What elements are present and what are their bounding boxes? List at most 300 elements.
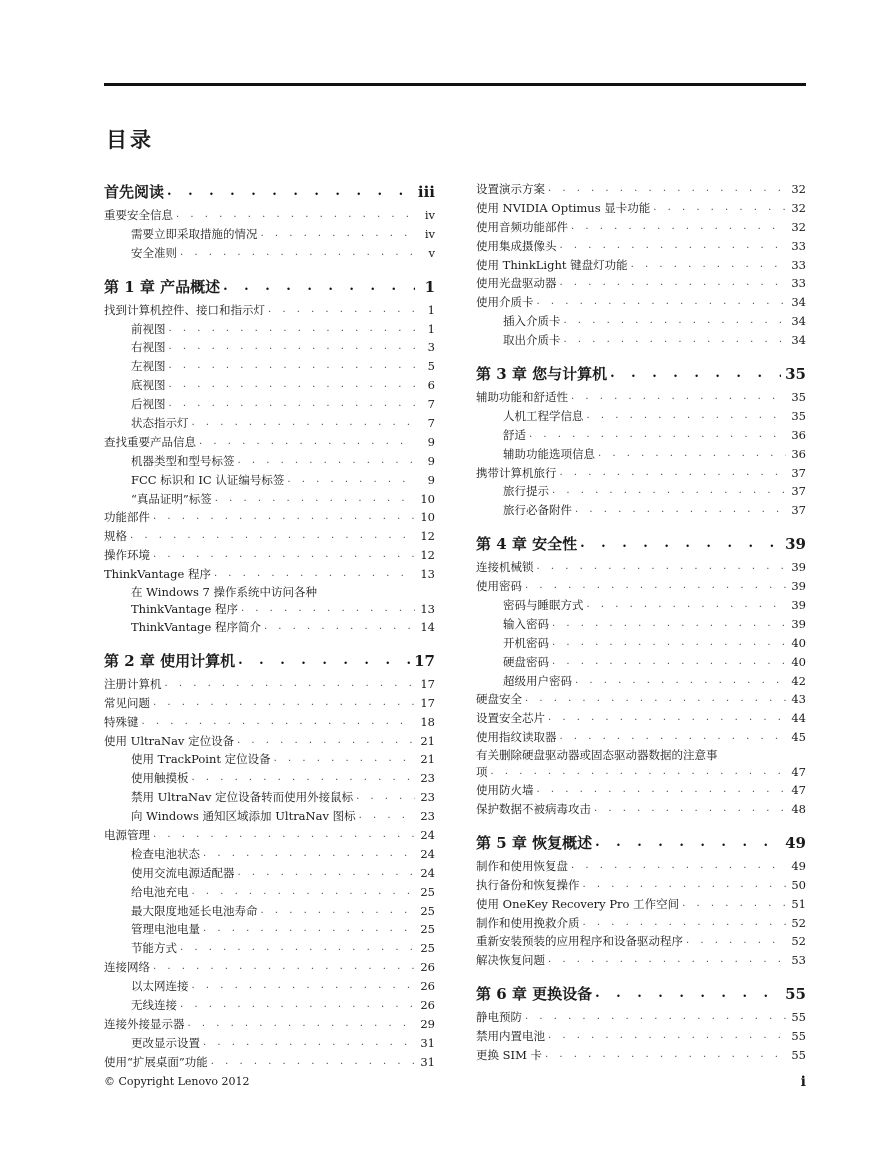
toc-entry-title: 找到计算机控件、接口和指示灯	[104, 302, 265, 317]
toc-entry[interactable]	[476, 596, 806, 615]
toc-entry-page: 12	[420, 529, 435, 544]
dot-leader	[265, 301, 415, 320]
toc-entry-page: iv	[424, 207, 435, 222]
toc-entry-page: 42	[791, 673, 806, 688]
toc-entry[interactable]	[104, 769, 435, 788]
toc-chapter-heading[interactable]	[104, 180, 435, 204]
toc-entry[interactable]	[476, 199, 806, 218]
dot-leader	[173, 206, 415, 225]
toc-entry-title: 使用 NVIDIA Optimus 显卡功能	[476, 200, 651, 215]
toc-entry[interactable]	[476, 407, 806, 426]
toc-entry-page: 9	[427, 472, 435, 487]
dot-leader	[200, 921, 415, 940]
toc-entry[interactable]	[476, 482, 806, 501]
toc-entry-title: 最大限度地延长电池寿命	[131, 903, 258, 918]
toc-entry-title: 使用密码	[476, 579, 522, 594]
dot-leader	[595, 445, 786, 464]
toc-chapter-heading[interactable]	[104, 649, 435, 673]
dot-leader	[235, 649, 410, 673]
toc-entry-page: 55	[785, 985, 806, 1004]
toc-entry-title: 制作和使用挽救介质	[476, 915, 580, 930]
toc-entry-page: 26	[420, 998, 435, 1013]
toc-entry[interactable]	[476, 914, 806, 933]
toc-entry-title: 制作和使用恢复盘	[476, 858, 568, 873]
toc-entry-title: 取出介质卡	[503, 333, 561, 348]
toc-chapter-heading[interactable]	[476, 362, 806, 386]
toc-entry-page: 13	[420, 602, 435, 617]
toc-entry[interactable]	[104, 320, 435, 339]
dot-leader	[542, 1046, 786, 1065]
toc-entry-title: 第 2 章 使用计算机	[104, 651, 236, 670]
toc-entry-title: 管理电池电量	[131, 922, 200, 937]
toc-entry[interactable]	[476, 558, 806, 577]
toc-entry-page: 40	[791, 635, 806, 650]
dot-leader	[150, 694, 415, 713]
toc-entry-title: 使用 OneKey Recovery Pro 工作空间	[476, 896, 680, 911]
toc-entry-page: 43	[791, 692, 806, 707]
toc-entry-page: 39	[785, 535, 806, 554]
toc-entry[interactable]	[476, 1027, 806, 1046]
toc-entry[interactable]	[104, 584, 435, 618]
toc-entry[interactable]	[104, 244, 435, 263]
dot-leader	[557, 728, 787, 747]
dot-leader	[150, 826, 415, 845]
toc-entry-page: 1	[427, 321, 435, 336]
toc-entry-page: 45	[791, 730, 806, 745]
toc-chapter-heading[interactable]	[476, 982, 806, 1006]
dot-leader	[139, 713, 416, 732]
dot-leader	[650, 199, 786, 218]
toc-entry-page: 1	[427, 302, 435, 317]
toc-entry[interactable]	[476, 426, 806, 445]
toc-entry-title: 有关删除硬盘驱动器或固态驱动器数据的注意事	[476, 748, 718, 763]
toc-entry[interactable]	[104, 508, 435, 527]
toc-entry[interactable]	[476, 1046, 806, 1065]
toc-entry[interactable]	[476, 293, 806, 312]
toc-entry-page: 12	[420, 548, 435, 563]
toc-entry-page: 52	[791, 915, 806, 930]
toc-entry-title: 第 5 章 恢复概述	[476, 833, 593, 852]
toc-entry[interactable]	[104, 1034, 435, 1053]
dot-leader	[261, 618, 415, 637]
toc-entry[interactable]	[476, 445, 806, 464]
toc-entry-page: 25	[420, 922, 435, 937]
toc-entry[interactable]	[476, 747, 806, 781]
toc-entry-title: 使用交流电源适配器	[131, 865, 235, 880]
toc-entry-page: 10	[420, 491, 435, 506]
toc-entry[interactable]	[476, 237, 806, 256]
toc-entry-page: 37	[791, 503, 806, 518]
toc-entry-title: 使用光盘驱动器	[476, 276, 557, 291]
toc-entry-page: 18	[420, 714, 435, 729]
toc-entry-title: 辅助功能和舒适性	[476, 390, 568, 404]
toc-entry[interactable]	[104, 788, 435, 807]
toc-entry-title: 左视图	[131, 359, 166, 374]
toc-entry-page: 9	[427, 434, 435, 449]
toc-entry-page: 33	[791, 257, 806, 272]
toc-entry-title: 机器类型和型号标签	[131, 453, 235, 468]
toc-entry-page: 51	[791, 896, 806, 911]
toc-entry-title: 特殊键	[104, 714, 139, 729]
toc-entry[interactable]	[476, 933, 806, 952]
toc-entry-title: 执行备份和恢复操作	[476, 877, 580, 892]
toc-entry-page: 7	[427, 416, 435, 430]
toc-entry-title: 使用“扩展桌面”功能	[104, 1054, 208, 1069]
dot-leader	[568, 388, 786, 407]
toc-entry[interactable]	[104, 206, 435, 225]
toc-entry[interactable]	[476, 800, 806, 819]
dot-leader	[584, 596, 787, 615]
toc-entry-page: 33	[791, 238, 806, 253]
dot-leader	[568, 218, 786, 237]
toc-entry-title: 更改显示设置	[131, 1035, 200, 1050]
dot-leader	[584, 407, 787, 426]
dot-leader	[238, 600, 415, 618]
toc-entry-page: 23	[420, 790, 435, 805]
dot-leader	[220, 275, 415, 299]
dot-leader	[522, 1008, 786, 1027]
toc-entry-page: 34	[791, 333, 806, 348]
toc-entry[interactable]	[476, 728, 806, 747]
toc-entry-page: 35	[791, 408, 806, 423]
toc-entry[interactable]	[476, 388, 806, 407]
dot-leader	[683, 933, 786, 952]
dot-leader	[127, 527, 415, 546]
dot-leader	[189, 414, 416, 433]
page-title: 目录	[106, 127, 154, 152]
dot-leader	[545, 180, 786, 199]
toc-entry[interactable]	[476, 615, 806, 634]
toc-entry-page: 35	[791, 390, 806, 404]
toc-entry-title: 插入介质卡	[503, 314, 561, 329]
toc-entry[interactable]	[104, 527, 435, 546]
toc-entry[interactable]	[104, 921, 435, 940]
toc-entry-page: 23	[420, 809, 435, 824]
toc-entry-title: 第 1 章 产品概述	[104, 277, 221, 296]
dot-leader	[189, 977, 416, 996]
dot-leader	[522, 690, 786, 709]
toc-entry-title: 禁用 UltraNav 定位设备转而使用外接鼠标	[131, 790, 354, 805]
toc-entry-title: 常见问题	[104, 695, 150, 710]
toc-entry-page: 25	[420, 903, 435, 918]
toc-entry-title: 硬盘安全	[476, 692, 522, 707]
toc-entry-title: 重要安全信息	[104, 207, 173, 222]
toc-entry[interactable]	[476, 634, 806, 653]
toc-entry-page: 31	[420, 1035, 435, 1050]
toc-entry[interactable]	[476, 672, 806, 691]
toc-entry-title: 保护数据不被病毒攻击	[476, 802, 591, 817]
dot-leader	[164, 180, 414, 204]
toc-entry[interactable]	[476, 218, 806, 237]
toc-entry-title: 辅助功能选项信息	[503, 446, 595, 461]
toc-entry-title: 旅行必备附件	[503, 503, 572, 518]
dot-leader	[211, 565, 415, 584]
toc-entry[interactable]	[476, 653, 806, 672]
toc-chapter-heading[interactable]	[476, 831, 806, 855]
dot-leader	[557, 237, 787, 256]
toc-chapter-heading[interactable]	[476, 532, 806, 556]
toc-entry-title: 功能部件	[104, 510, 150, 525]
dot-leader	[150, 546, 415, 565]
toc-entry[interactable]	[476, 180, 806, 199]
toc-entry[interactable]	[476, 312, 806, 331]
toc-entry-page: v	[428, 245, 435, 260]
toc-entry-title-continued: 项	[476, 765, 488, 780]
toc-entry[interactable]	[104, 826, 435, 845]
toc-entry-title: 无线连接	[131, 998, 177, 1013]
toc-entry-page: 33	[791, 276, 806, 291]
toc-entry-page: 26	[420, 960, 435, 975]
toc-entry-title: 第 4 章 安全性	[476, 535, 578, 554]
toc-entry[interactable]	[104, 883, 435, 902]
toc-entry-page: 21	[420, 733, 435, 748]
toc-entry-title: 右视图	[131, 340, 166, 355]
dot-leader	[628, 256, 786, 275]
toc-entry[interactable]	[476, 857, 806, 876]
toc-entry-page: 14	[420, 620, 435, 635]
toc-entry-page: 31	[420, 1054, 435, 1069]
toc-entry-title: FCC 标识和 IC 认证编号标签	[131, 472, 285, 487]
toc-entry-page: 44	[791, 711, 806, 726]
toc-entry-page: 25	[420, 941, 435, 956]
dot-leader	[200, 1034, 415, 1053]
toc-entry-title: 需要立即采取措施的情况	[131, 226, 258, 241]
toc-entry-title: “真品证明”标签	[131, 491, 212, 506]
dot-leader	[545, 951, 786, 970]
toc-entry-title: 使用 UltraNav 定位设备	[104, 733, 235, 748]
toc-entry-title-continued: ThinkVantage 程序	[131, 602, 238, 617]
toc-entry[interactable]	[476, 256, 806, 275]
toc-entry-page: 7	[427, 397, 435, 412]
toc-entry-page: 36	[791, 427, 806, 442]
toc-entry-title: 开机密码	[503, 635, 549, 650]
dot-leader	[522, 577, 786, 596]
toc-entry-title: 状态指示灯	[131, 416, 189, 430]
toc-entry[interactable]	[476, 331, 806, 350]
toc-entry-title: 规格	[104, 529, 127, 544]
toc-chapter-heading[interactable]	[104, 275, 435, 299]
toc-entry[interactable]	[476, 1008, 806, 1027]
dot-leader	[189, 769, 416, 788]
toc-entry-page: 50	[791, 877, 806, 892]
toc-entry[interactable]	[104, 845, 435, 864]
toc-entry-page: 35	[785, 365, 806, 384]
toc-entry[interactable]	[104, 713, 435, 732]
toc-entry-title: 第 3 章 您与计算机	[476, 365, 608, 384]
toc-entry-page: 55	[791, 1029, 806, 1044]
toc-entry[interactable]	[104, 452, 435, 471]
toc-entry-page: 49	[785, 833, 806, 852]
toc-entry[interactable]	[104, 357, 435, 376]
dot-leader	[526, 426, 786, 445]
toc-entry[interactable]	[476, 690, 806, 709]
toc-entry[interactable]	[104, 395, 435, 414]
toc-entry-title: 携带计算机旅行	[476, 465, 557, 480]
dot-leader	[177, 996, 415, 1015]
toc-entry[interactable]	[476, 895, 806, 914]
dot-leader	[258, 902, 416, 921]
dot-leader	[592, 831, 781, 855]
dot-leader	[166, 376, 416, 395]
toc-entry[interactable]	[104, 902, 435, 921]
toc-entry[interactable]	[476, 781, 806, 800]
toc-entry[interactable]	[104, 1015, 435, 1034]
toc-entry-page: 47	[791, 765, 806, 780]
toc-entry[interactable]	[104, 471, 435, 490]
toc-entry-title: 连接网络	[104, 960, 150, 975]
dot-leader	[549, 634, 786, 653]
toc-entry[interactable]	[104, 750, 435, 769]
toc-entry[interactable]	[104, 225, 435, 244]
toc-entry-page: 47	[791, 783, 806, 798]
toc-entry-title: 首先阅读	[104, 183, 165, 201]
toc-entry-page: 6	[427, 378, 435, 393]
dot-leader	[572, 501, 786, 520]
toc-entry[interactable]	[104, 338, 435, 357]
toc-entry-page: 24	[420, 828, 435, 843]
dot-leader	[150, 508, 415, 527]
toc-entry-title: 更换 SIM 卡	[476, 1048, 543, 1063]
dot-leader	[591, 800, 786, 819]
toc-entry-title: 禁用内置电池	[476, 1029, 545, 1044]
toc-entry-page: 39	[791, 616, 806, 631]
toc-entry-page: 32	[791, 219, 806, 234]
toc-entry-title: 以太网连接	[131, 979, 189, 994]
dot-leader	[580, 914, 787, 933]
dot-leader	[592, 982, 781, 1006]
toc-entry[interactable]	[104, 807, 435, 826]
toc-entry-page: 10	[420, 510, 435, 525]
toc-entry-page: 24	[420, 846, 435, 861]
dot-leader	[549, 482, 786, 501]
dot-leader	[185, 1015, 416, 1034]
dot-leader	[189, 883, 416, 902]
toc-entry[interactable]	[104, 732, 435, 751]
toc-entry-title: 使用防火墙	[476, 783, 534, 798]
toc-entry-page: 49	[791, 858, 806, 873]
toc-entry-title: 解决恢复问题	[476, 953, 545, 968]
toc-entry-title: 节能方式	[131, 941, 177, 956]
toc-entry-title: 第 6 章 更换设备	[476, 985, 593, 1004]
dot-leader	[166, 395, 416, 414]
toc-left-column	[104, 180, 435, 1072]
toc-entry-page: 55	[791, 1048, 806, 1063]
toc-entry-page: 26	[420, 979, 435, 994]
dot-leader	[488, 763, 787, 781]
toc-entry[interactable]	[104, 301, 435, 320]
toc-entry-title: 电源管理	[104, 828, 150, 843]
toc-entry[interactable]	[476, 709, 806, 728]
dot-leader	[557, 464, 787, 483]
toc-entry[interactable]	[104, 1053, 435, 1072]
toc-entry[interactable]	[104, 546, 435, 565]
toc-right-column	[476, 180, 806, 1065]
toc-entry-page: 17	[414, 651, 435, 670]
toc-entry-page: 13	[420, 567, 435, 582]
toc-entry-title: 使用音频功能部件	[476, 219, 568, 234]
toc-entry-page: 52	[791, 934, 806, 949]
toc-entry[interactable]	[104, 490, 435, 509]
dot-leader	[150, 958, 415, 977]
toc-entry-title: 旅行提示	[503, 484, 549, 499]
dot-leader	[162, 675, 416, 694]
dot-leader	[208, 1053, 415, 1072]
toc-entry[interactable]	[104, 376, 435, 395]
dot-leader	[607, 362, 781, 386]
page-number: i	[800, 1074, 806, 1090]
toc-entry-page: 34	[791, 295, 806, 310]
toc-entry-page: 37	[791, 484, 806, 499]
toc-entry-page: 36	[791, 446, 806, 461]
toc-entry[interactable]	[104, 977, 435, 996]
dot-leader	[235, 452, 416, 471]
toc-entry[interactable]	[476, 501, 806, 520]
dot-leader	[166, 320, 416, 339]
toc-entry-title: 舒适	[503, 427, 526, 442]
toc-entry[interactable]	[104, 939, 435, 958]
toc-entry-page: 40	[791, 654, 806, 669]
toc-entry-page: 9	[427, 453, 435, 468]
dot-leader	[545, 1027, 786, 1046]
dot-leader	[572, 672, 786, 691]
toc-entry-title: ThinkVantage 程序简介	[131, 620, 261, 635]
toc-entry[interactable]	[104, 618, 435, 637]
toc-entry-page: 37	[791, 465, 806, 480]
dot-leader	[577, 532, 781, 556]
toc-entry-title: 注册计算机	[104, 676, 162, 691]
toc-entry-page: 25	[420, 884, 435, 899]
toc-entry-page: 39	[791, 598, 806, 613]
dot-leader	[353, 788, 415, 807]
toc-entry-title: 向 Windows 通知区域添加 UltraNav 图标	[131, 809, 356, 824]
toc-entry[interactable]	[104, 996, 435, 1015]
toc-entry-page: 21	[420, 752, 435, 767]
dot-leader	[549, 615, 786, 634]
toc-entry-page: 55	[791, 1010, 806, 1025]
dot-leader	[557, 274, 787, 293]
toc-entry[interactable]	[104, 864, 435, 883]
dot-leader	[549, 653, 786, 672]
toc-entry[interactable]	[104, 675, 435, 694]
toc-entry-page: 32	[791, 181, 806, 196]
toc-entry-page: 3	[427, 340, 435, 355]
toc-entry[interactable]	[104, 694, 435, 713]
toc-entry-page: 24	[420, 865, 435, 880]
dot-leader	[580, 876, 787, 895]
toc-entry[interactable]	[476, 876, 806, 895]
toc-entry[interactable]	[476, 464, 806, 483]
toc-entry-title: 给电池充电	[131, 884, 189, 899]
toc-entry-title: 静电预防	[476, 1010, 522, 1025]
toc-entry-title: 检查电池状态	[131, 846, 200, 861]
toc-entry-title: ThinkVantage 程序	[104, 567, 211, 582]
toc-entry[interactable]	[104, 958, 435, 977]
toc-entry[interactable]	[104, 565, 435, 584]
toc-entry[interactable]	[476, 577, 806, 596]
toc-entry[interactable]	[476, 951, 806, 970]
toc-entry[interactable]	[476, 274, 806, 293]
toc-entry-title: 使用 ThinkLight 键盘灯功能	[476, 257, 628, 272]
toc-entry-title: 连接机械锁	[476, 560, 534, 575]
toc-entry[interactable]	[104, 433, 435, 452]
toc-entry-title: 重新安装预装的应用程序和设备驱动程序	[476, 934, 683, 949]
dot-leader	[545, 709, 786, 728]
dot-leader	[166, 338, 416, 357]
dot-leader	[271, 750, 415, 769]
toc-entry[interactable]	[104, 414, 435, 433]
toc-entry-title: 超级用户密码	[503, 673, 572, 688]
toc-entry-title: 连接外接显示器	[104, 1016, 185, 1031]
